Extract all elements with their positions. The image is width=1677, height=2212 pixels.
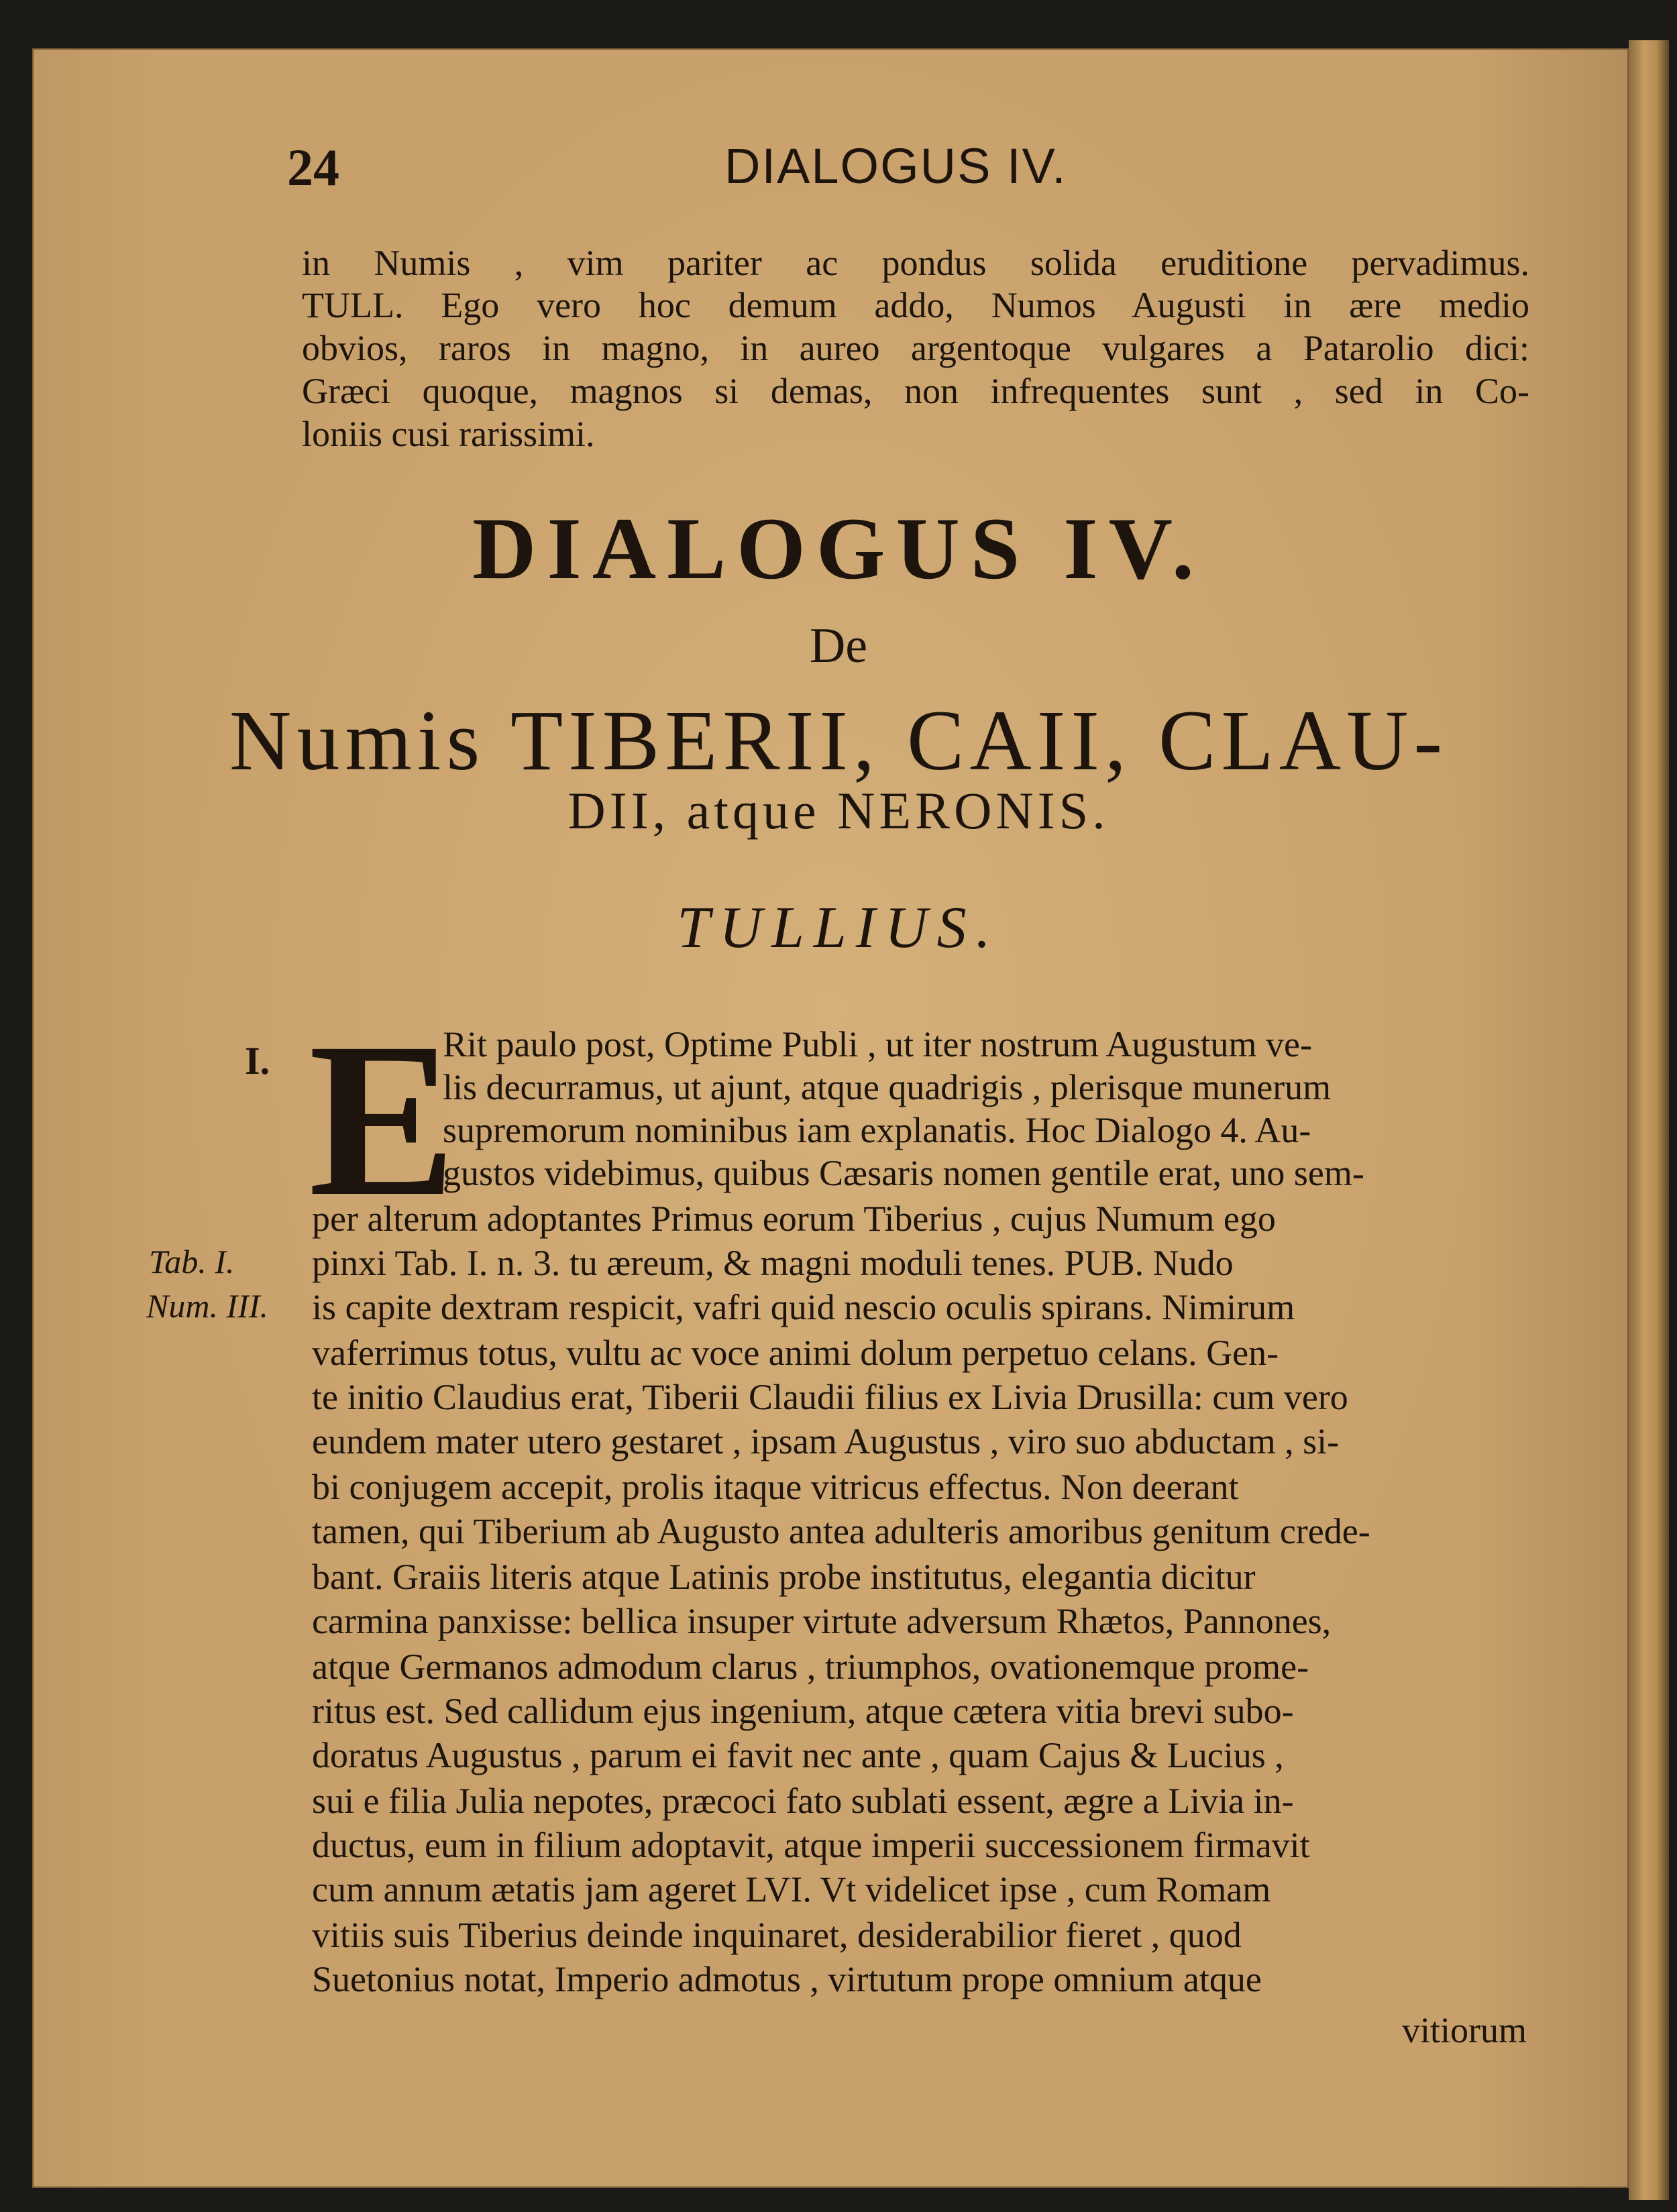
text-line: ductus, eum in filium adoptavit, atque imperii successionem firmavit — [312, 1825, 1310, 1865]
speaker-name: TULLIUS. — [677, 895, 1000, 960]
text-line: TULL. Ego vero hoc demum addo, Numos Augusti in ære medio — [302, 285, 1529, 325]
text-line: atque Germanos admodum clarus , triumphos, ovationemque prome- — [312, 1647, 1309, 1687]
title-subject-line-2: DII, atque NERONIS. — [567, 781, 1110, 840]
page-edge — [1629, 40, 1669, 2200]
text-line: tamen, qui Tiberium ab Augusto antea adulteris amoribus genitum crede- — [312, 1511, 1370, 1551]
text-line: lis decurramus, ut ajunt, atque quadrigis , plerisque munerum — [443, 1067, 1332, 1107]
text-line: supremorum nominibus iam explanatis. Hoc Dialogo 4. Au- — [443, 1110, 1311, 1150]
text-line: vaferrimus totus, vultu ac voce animi dolum perpetuo celans. Gen- — [312, 1333, 1279, 1373]
text-line: is capite dextram respicit, vafri quid nescio oculis spirans. Nimirum — [312, 1287, 1295, 1327]
text-line: in Numis , vim pariter ac pondus solida eruditione pervadimus. — [302, 243, 1529, 283]
text-line: sui e filia Julia nepotes, præcoci fato sublati essent, ægre a Livia in- — [312, 1781, 1294, 1821]
drop-cap: E — [309, 997, 457, 1242]
text-line: obvios, raros in magno, in aureo argentoque vulgares a Patarolio dici: — [302, 328, 1529, 368]
dialogue-title: DIALOGUS IV. — [472, 499, 1205, 598]
text-line: Græci quoque, magnos si demas, non infrequentes sunt , sed in Co- — [302, 371, 1529, 411]
text-line: loniis cusi rarissimi. — [302, 414, 595, 454]
running-title: DIALOGUS IV. — [724, 138, 1067, 194]
margin-note-tab: Tab. I. — [149, 1243, 235, 1280]
text-line: bant. Graiis literis atque Latinis probe institutus, elegantia dicitur — [312, 1557, 1256, 1597]
text-line: carmina panxisse: bellica insuper virtute adversum Rhætos, Pannones, — [312, 1601, 1332, 1641]
title-subject-line-1: Numis TIBERII, CAII, CLAU- — [229, 693, 1448, 788]
text-line: eundem mater utero gestaret , ipsam Augustus , viro suo abductam , si- — [312, 1421, 1340, 1461]
margin-note-num: Num. III. — [146, 1287, 268, 1325]
text-line: te initio Claudius erat, Tiberii Claudii filius ex Livia Drusilla: cum vero — [312, 1377, 1348, 1417]
text-line: doratus Augustus , parum ei favit nec ante , quam Cajus & Lucius , — [312, 1735, 1284, 1775]
text-line: gustos videbimus, quibus Cæsaris nomen gentile erat, uno sem- — [443, 1153, 1364, 1193]
catchword: vitiorum — [1402, 2010, 1527, 2050]
title-de: De — [809, 618, 868, 673]
text-line: cum annum ætatis jam ageret LVI. Vt videlicet ipse , cum Romam — [312, 1869, 1271, 1910]
text-line: per alterum adoptantes Primus eorum Tiberius , cujus Numum ego — [312, 1199, 1276, 1239]
page-number: 24 — [287, 138, 339, 197]
text-line: vitiis suis Tiberius deinde inquinaret, desiderabilior fieret , quod — [312, 1915, 1242, 1955]
text-line: ritus est. Sed callidum ejus ingenium, atque cætera vitia brevi subo- — [312, 1691, 1294, 1731]
text-line: bi conjugem accepit, prolis itaque vitricus effectus. Non deerant — [312, 1467, 1239, 1507]
margin-section-number: I. — [245, 1039, 270, 1083]
text-line: Rit paulo post, Optime Publi , ut iter nostrum Augustum ve- — [443, 1024, 1312, 1064]
text-line: pinxi Tab. I. n. 3. tu æreum, & magni moduli tenes. PUB. Nudo — [312, 1243, 1234, 1283]
text-line: Suetonius notat, Imperio admotus , virtutum prope omnium atque — [312, 1959, 1262, 1999]
